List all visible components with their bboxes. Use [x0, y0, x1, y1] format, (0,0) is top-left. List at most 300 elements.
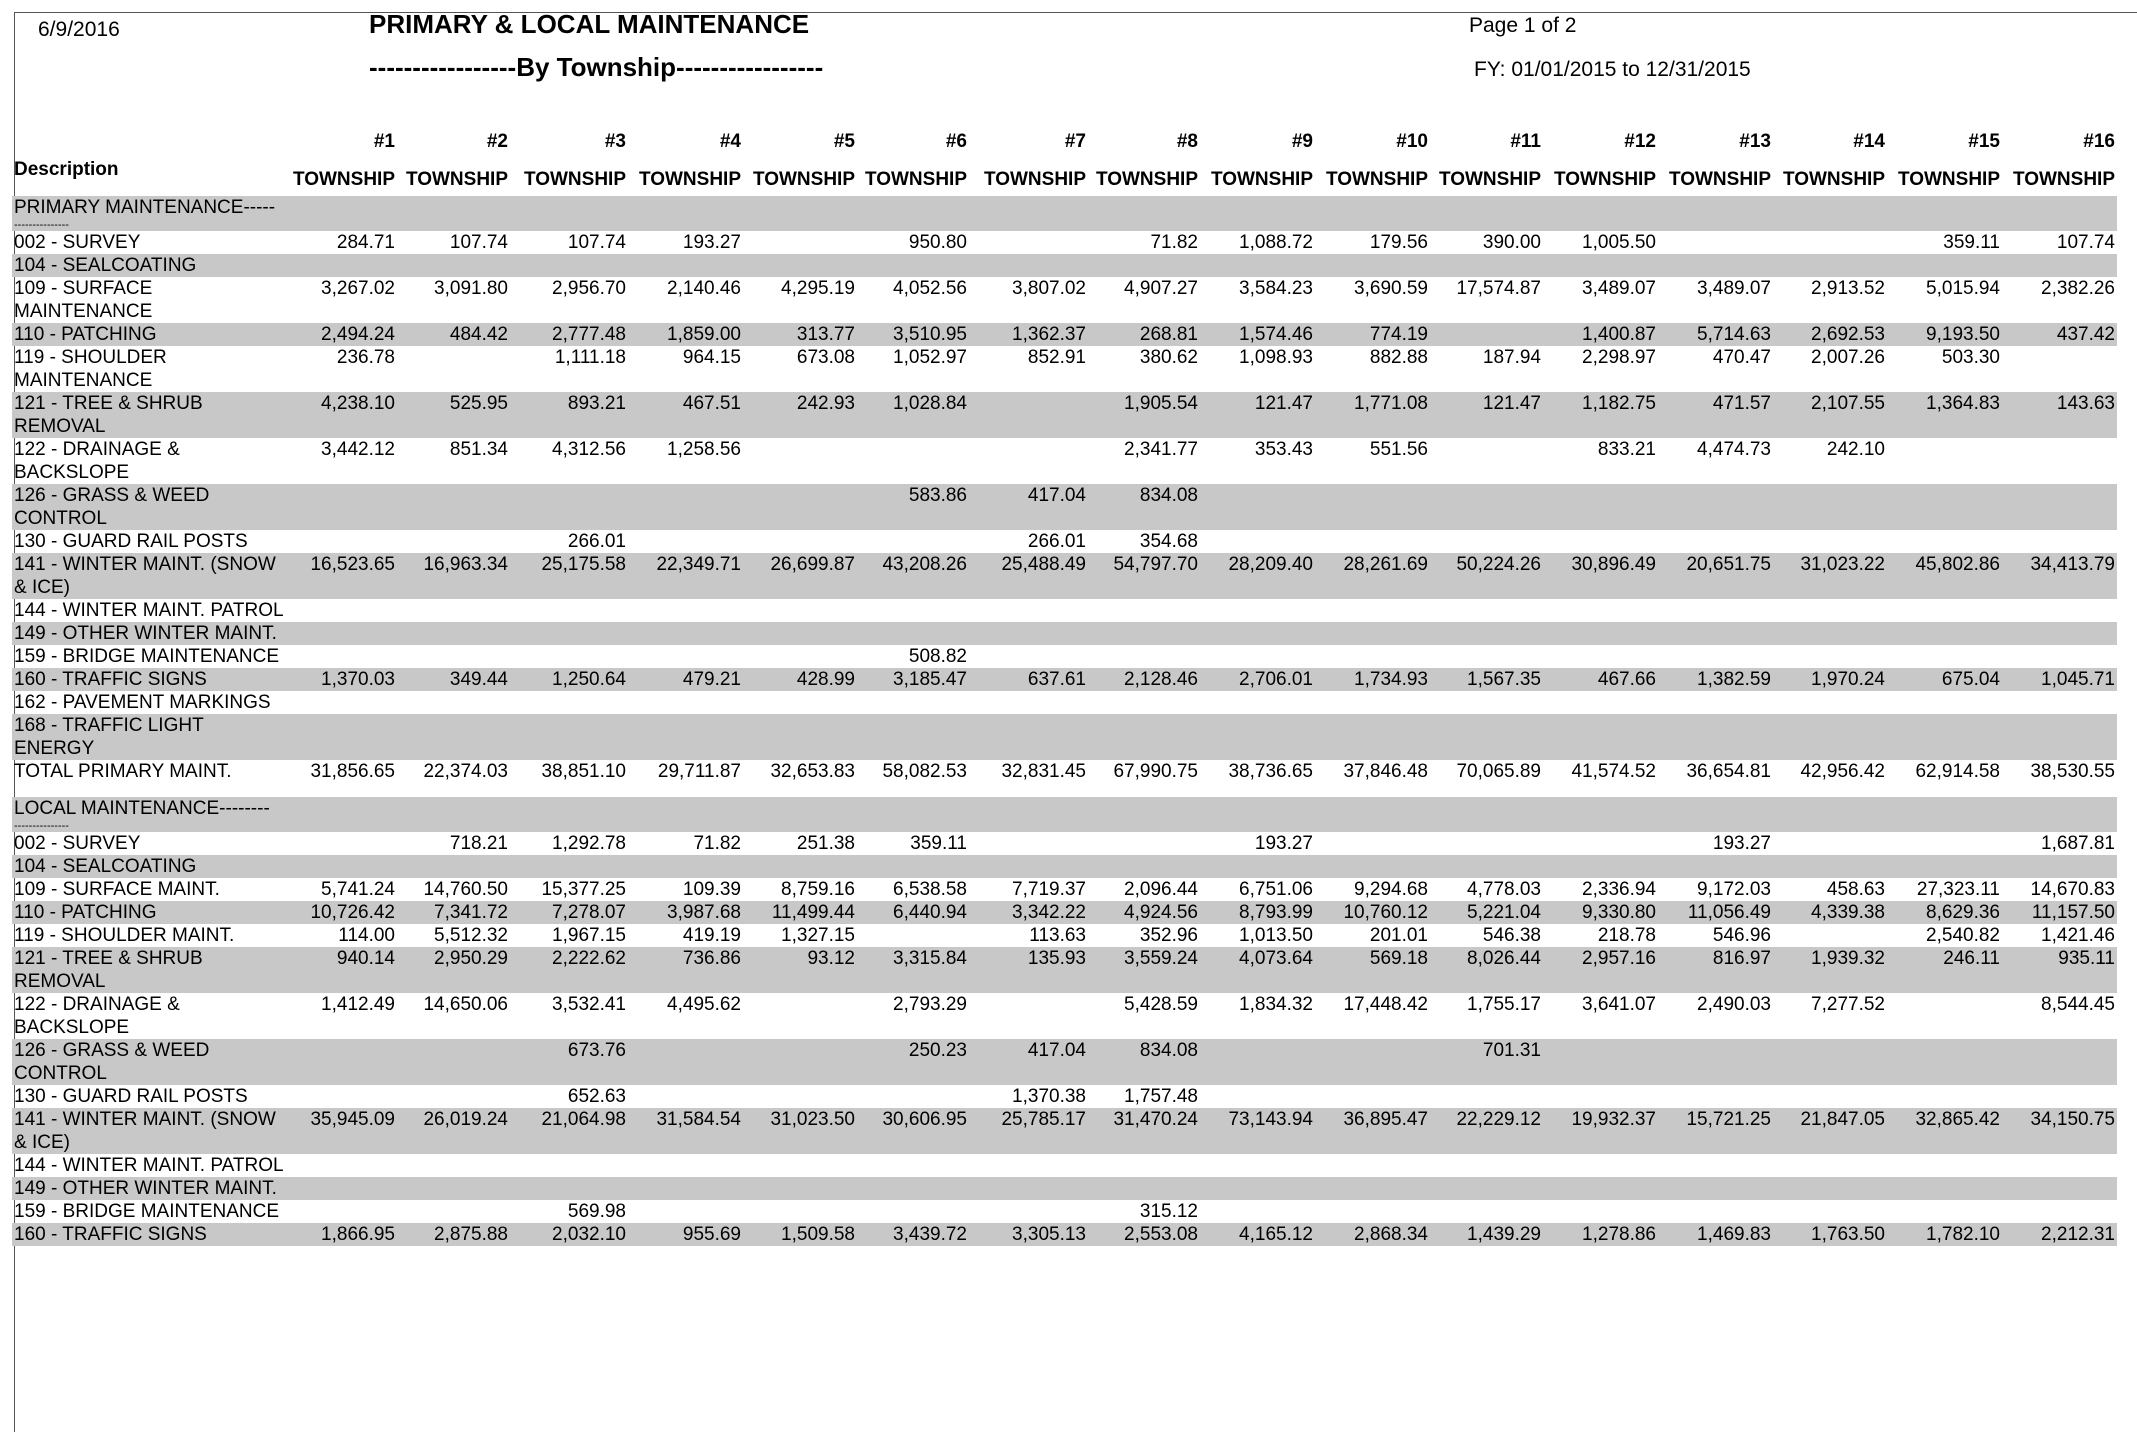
township-value: 250.23 — [857, 1039, 969, 1085]
township-value: 32,831.45 — [1001, 761, 1086, 782]
township-value: 179.56 — [1369, 232, 1428, 253]
township-value: 2,692.53 — [1773, 323, 1887, 346]
township-value: 1,005.50 — [1582, 232, 1656, 253]
township-value — [1543, 1085, 1658, 1108]
township-value — [969, 832, 1088, 855]
township-value: 43,208.26 — [857, 553, 969, 599]
township-value: 1,111.18 — [554, 347, 626, 368]
township-value: 11,056.49 — [1658, 901, 1773, 924]
township-value — [2002, 346, 2117, 392]
township-value: 1,400.87 — [1543, 323, 1658, 346]
table-row — [12, 438, 2117, 484]
township-value: 29,711.87 — [657, 761, 741, 782]
township-value — [743, 599, 857, 622]
township-value: 583.86 — [857, 484, 969, 530]
column-number: #11 — [1510, 131, 1541, 152]
township-value — [969, 1154, 1088, 1177]
township-value — [857, 855, 969, 878]
township-value: 675.04 — [1887, 668, 2002, 691]
township-value: 38,851.10 — [541, 761, 626, 782]
column-number: #12 — [1624, 131, 1656, 152]
township-value: 266.01 — [567, 531, 626, 552]
row-description: 121 - TREE & SHRUB REMOVAL — [12, 947, 287, 993]
township-value: 2,107.55 — [1773, 392, 1887, 438]
township-value — [1543, 530, 1658, 553]
township-value — [1200, 599, 1315, 622]
township-value: 3,489.07 — [1697, 278, 1771, 299]
township-value: 11,157.50 — [2002, 901, 2117, 924]
township-value — [1773, 1039, 1887, 1085]
table-row — [12, 484, 2117, 530]
township-value: 390.00 — [1482, 232, 1541, 253]
table-row — [12, 993, 2117, 1039]
township-value: 852.91 — [1027, 347, 1086, 368]
township-value — [1773, 832, 1887, 855]
township-value — [857, 530, 969, 553]
township-value: 359.11 — [910, 833, 967, 854]
township-value — [1887, 438, 2002, 484]
township-value: 26,019.24 — [397, 1108, 510, 1154]
township-value — [1315, 622, 1430, 645]
township-value: 2,494.24 — [287, 323, 397, 346]
township-value: 5,512.32 — [434, 925, 508, 946]
row-description: 104 - SEALCOATING — [12, 855, 287, 878]
township-header: TOWNSHIP — [638, 169, 741, 190]
township-value: 940.14 — [287, 947, 397, 993]
township-header: TOWNSHIP — [1438, 169, 1541, 190]
township-value: 736.86 — [628, 947, 743, 993]
township-value: 546.96 — [1712, 925, 1771, 946]
township-value: 20,651.75 — [1658, 553, 1773, 599]
township-value: 673.08 — [796, 347, 855, 368]
township-value — [628, 691, 743, 714]
township-value: 673.76 — [510, 1039, 628, 1085]
township-value: 1,362.37 — [969, 323, 1088, 346]
township-value: 525.95 — [397, 392, 510, 438]
township-value: 31,470.24 — [1088, 1108, 1200, 1154]
row-description: 119 - SHOULDER MAINTENANCE — [14, 347, 167, 391]
township-value — [1773, 484, 1887, 530]
township-value: 2,032.10 — [510, 1223, 628, 1246]
township-value — [1887, 691, 2002, 714]
township-header: TOWNSHIP — [864, 169, 967, 190]
township-value — [2002, 438, 2117, 484]
township-value: 1,574.46 — [1200, 323, 1315, 346]
township-value — [743, 530, 857, 553]
township-value — [2002, 530, 2117, 553]
township-value — [1773, 714, 1887, 760]
township-value: 1,439.29 — [1430, 1223, 1543, 1246]
township-value — [1773, 599, 1887, 622]
township-value — [397, 530, 510, 553]
township-value: 201.01 — [1369, 925, 1428, 946]
township-value — [1200, 855, 1315, 878]
township-value: 32,865.42 — [1887, 1108, 2002, 1154]
township-value — [1430, 530, 1543, 553]
township-value — [628, 530, 743, 553]
township-value: 14,760.50 — [423, 879, 508, 900]
row-description: 141 - WINTER MAINT. (SNOW & ICE) — [12, 1108, 287, 1154]
township-value — [1088, 599, 1200, 622]
township-value: 4,924.56 — [1088, 901, 1200, 924]
township-value — [1658, 254, 1773, 277]
township-value — [1315, 714, 1430, 760]
township-value — [1088, 855, 1200, 878]
township-value: 2,553.08 — [1088, 1223, 1200, 1246]
township-value: 352.96 — [1139, 925, 1198, 946]
township-value: 109.39 — [682, 879, 741, 900]
township-value: 637.61 — [969, 668, 1088, 691]
township-value — [969, 438, 1088, 484]
township-value — [628, 714, 743, 760]
township-value: 7,719.37 — [1012, 879, 1086, 900]
township-value: 882.88 — [1369, 347, 1428, 368]
township-value — [1200, 1154, 1315, 1177]
township-value — [1315, 484, 1430, 530]
township-value: 1,509.58 — [743, 1223, 857, 1246]
township-value: 569.98 — [567, 1201, 626, 1222]
township-value — [2002, 645, 2117, 668]
township-value: 25,175.58 — [510, 553, 628, 599]
column-number: #3 — [604, 131, 626, 152]
table-row — [12, 691, 2117, 714]
township-value — [510, 855, 628, 878]
township-value — [1658, 1154, 1773, 1177]
township-value: 73,143.94 — [1200, 1108, 1315, 1154]
township-value: 107.74 — [2056, 232, 2115, 253]
township-value: 2,341.77 — [1124, 439, 1198, 460]
township-header: TOWNSHIP — [1095, 169, 1198, 190]
township-value: 8,544.45 — [2041, 994, 2115, 1015]
township-value — [628, 1200, 743, 1223]
table-row — [12, 254, 2117, 277]
township-value: 1,734.93 — [1315, 668, 1430, 691]
township-value — [397, 1177, 510, 1200]
township-value — [1088, 622, 1200, 645]
township-header: TOWNSHIP — [1553, 169, 1656, 190]
township-value: 964.15 — [682, 347, 741, 368]
township-value: 6,538.58 — [893, 879, 967, 900]
table-row — [12, 832, 2117, 855]
township-value: 26,699.87 — [743, 553, 857, 599]
township-value: 1,687.81 — [2041, 833, 2115, 854]
township-value: 16,523.65 — [287, 553, 397, 599]
township-value: 107.74 — [567, 232, 626, 253]
township-value: 315.12 — [1139, 1201, 1198, 1222]
table-row — [12, 1108, 2117, 1154]
township-value — [743, 438, 857, 484]
township-value: 25,785.17 — [969, 1108, 1088, 1154]
column-number: #6 — [945, 131, 967, 152]
township-value — [1773, 254, 1887, 277]
township-value — [287, 484, 397, 530]
township-value: 2,336.94 — [1582, 879, 1656, 900]
township-value: 9,330.80 — [1543, 901, 1658, 924]
township-value: 834.08 — [1088, 484, 1200, 530]
township-value: 701.31 — [1430, 1039, 1543, 1085]
township-value: 2,096.44 — [1124, 879, 1198, 900]
township-value: 4,165.12 — [1200, 1223, 1315, 1246]
township-value: 3,489.07 — [1582, 278, 1656, 299]
township-value: 15,377.25 — [541, 879, 626, 900]
township-value: 652.63 — [567, 1086, 626, 1107]
township-value — [1315, 1154, 1430, 1177]
township-value — [510, 599, 628, 622]
township-value — [397, 691, 510, 714]
township-value — [1887, 855, 2002, 878]
township-value: 21,847.05 — [1773, 1108, 1887, 1154]
township-value: 2,382.26 — [2041, 278, 2115, 299]
township-header: TOWNSHIP — [405, 169, 508, 190]
row-description: 110 - PATCHING — [12, 901, 287, 924]
township-value: 19,932.37 — [1543, 1108, 1658, 1154]
table-row — [12, 231, 2117, 254]
township-value: 71.82 — [1150, 232, 1198, 253]
township-value: 187.94 — [1482, 347, 1541, 368]
township-value: 1,412.49 — [321, 994, 395, 1015]
township-value: 71.82 — [693, 833, 741, 854]
township-value: 1,258.56 — [667, 439, 741, 460]
table-row — [12, 346, 2117, 392]
township-value — [628, 254, 743, 277]
column-number: #10 — [1396, 131, 1428, 152]
township-value: 242.93 — [743, 392, 857, 438]
column-number: #14 — [1853, 131, 1885, 152]
township-value — [969, 392, 1088, 438]
row-description: 110 - PATCHING — [12, 323, 287, 346]
column-number: #13 — [1739, 131, 1771, 152]
township-value: 193.27 — [1254, 833, 1313, 854]
township-value: 2,128.46 — [1088, 668, 1200, 691]
township-value — [1315, 691, 1430, 714]
township-value: 2,007.26 — [1811, 347, 1885, 368]
township-value: 2,950.29 — [397, 947, 510, 993]
column-number: #16 — [2083, 131, 2115, 152]
township-value: 3,584.23 — [1239, 278, 1313, 299]
township-value: 4,339.38 — [1773, 901, 1887, 924]
township-value: 546.38 — [1482, 925, 1541, 946]
township-header: TOWNSHIP — [1325, 169, 1428, 190]
township-value: 121.47 — [1200, 392, 1315, 438]
township-value: 833.21 — [1597, 439, 1656, 460]
township-value — [628, 599, 743, 622]
table-row — [12, 668, 2117, 691]
township-value: 470.47 — [1712, 347, 1771, 368]
township-value: 10,726.42 — [287, 901, 397, 924]
township-value — [2002, 484, 2117, 530]
township-value — [969, 714, 1088, 760]
township-value — [1543, 855, 1658, 878]
township-value — [969, 645, 1088, 668]
township-value — [1315, 599, 1430, 622]
township-value: 9,172.03 — [1697, 879, 1771, 900]
township-value: 7,278.07 — [510, 901, 628, 924]
township-value: 5,428.59 — [1124, 994, 1198, 1015]
township-value — [2002, 855, 2117, 878]
township-value: 2,298.97 — [1582, 347, 1656, 368]
township-value: 22,349.71 — [628, 553, 743, 599]
township-value — [857, 714, 969, 760]
township-value — [857, 691, 969, 714]
township-value: 417.04 — [969, 1039, 1088, 1085]
township-value: 42,956.42 — [1800, 761, 1885, 782]
table-row — [12, 1177, 2117, 1200]
township-value: 1,250.64 — [510, 668, 628, 691]
township-value: 3,439.72 — [857, 1223, 969, 1246]
township-value: 31,584.54 — [628, 1108, 743, 1154]
township-value — [628, 645, 743, 668]
township-value: 4,907.27 — [1124, 278, 1198, 299]
township-value: 15,721.25 — [1658, 1108, 1773, 1154]
township-value — [1430, 254, 1543, 277]
row-description: 122 - DRAINAGE & BACKSLOPE — [14, 994, 180, 1038]
township-value — [1430, 1085, 1543, 1108]
section-title-continuation: --------------- — [14, 820, 69, 832]
township-header: TOWNSHIP — [1668, 169, 1771, 190]
township-value — [1887, 1200, 2002, 1223]
township-value: 8,026.44 — [1430, 947, 1543, 993]
township-value: 3,641.07 — [1582, 994, 1656, 1015]
township-value — [1430, 645, 1543, 668]
township-value — [1088, 1154, 1200, 1177]
township-value: 935.11 — [2002, 947, 2117, 993]
township-value — [743, 1085, 857, 1108]
township-value — [1658, 1085, 1773, 1108]
township-value — [1543, 1177, 1658, 1200]
township-value: 4,474.73 — [1697, 439, 1771, 460]
township-value — [1658, 691, 1773, 714]
township-value — [1773, 691, 1887, 714]
township-value — [857, 1085, 969, 1108]
row-description: 160 - TRAFFIC SIGNS — [12, 668, 287, 691]
township-value — [287, 1154, 397, 1177]
township-value — [1773, 622, 1887, 645]
township-value — [628, 484, 743, 530]
township-value: 3,305.13 — [969, 1223, 1088, 1246]
township-header: TOWNSHIP — [1210, 169, 1313, 190]
township-value: 193.27 — [682, 232, 741, 253]
township-value: 2,913.52 — [1811, 278, 1885, 299]
township-value — [1315, 645, 1430, 668]
township-value — [628, 1154, 743, 1177]
township-value — [397, 254, 510, 277]
table-row — [12, 323, 2117, 346]
table-row — [12, 1154, 2117, 1177]
township-value — [397, 1085, 510, 1108]
township-value — [1773, 1154, 1887, 1177]
township-value — [287, 832, 397, 855]
township-value: 9,294.68 — [1354, 879, 1428, 900]
column-number: #4 — [719, 131, 741, 152]
township-value — [1200, 1200, 1315, 1223]
township-value: 2,140.46 — [667, 278, 741, 299]
township-value — [287, 254, 397, 277]
township-value — [1088, 714, 1200, 760]
township-value: 50,224.26 — [1430, 553, 1543, 599]
row-description: 141 - WINTER MAINT. (SNOW & ICE) — [12, 553, 287, 599]
township-value — [2002, 599, 2117, 622]
township-value — [1430, 1200, 1543, 1223]
table-row — [12, 1200, 2117, 1223]
township-value: 28,261.69 — [1315, 553, 1430, 599]
township-value: 3,987.68 — [628, 901, 743, 924]
column-label-row — [12, 156, 2117, 196]
township-value: 4,052.56 — [893, 278, 967, 299]
township-value: 2,957.16 — [1543, 947, 1658, 993]
township-value: 28,209.40 — [1200, 553, 1315, 599]
township-value: 1,859.00 — [628, 323, 743, 346]
township-value — [1658, 231, 1773, 254]
township-value: 31,023.50 — [743, 1108, 857, 1154]
township-value: 266.01 — [1027, 531, 1086, 552]
township-value: 251.38 — [796, 833, 855, 854]
township-value: 955.69 — [628, 1223, 743, 1246]
township-value: 2,490.03 — [1697, 994, 1771, 1015]
township-value — [969, 231, 1088, 254]
township-value: 70,065.89 — [1456, 761, 1541, 782]
table-row — [12, 599, 2117, 622]
township-value — [1315, 254, 1430, 277]
township-value — [628, 1039, 743, 1085]
township-value: 1,028.84 — [857, 392, 969, 438]
township-value — [510, 645, 628, 668]
table-row — [12, 760, 2117, 783]
table-row — [12, 1039, 2117, 1085]
township-value — [1543, 1039, 1658, 1085]
township-value: 467.51 — [628, 392, 743, 438]
township-value — [743, 1154, 857, 1177]
township-value: 1,370.38 — [1012, 1086, 1086, 1107]
township-value — [1543, 832, 1658, 855]
row-description: 144 - WINTER MAINT. PATROL — [14, 1155, 284, 1176]
township-value: 1,757.48 — [1124, 1086, 1198, 1107]
township-value: 1,967.15 — [552, 925, 626, 946]
township-value: 36,895.47 — [1315, 1108, 1430, 1154]
township-value — [743, 622, 857, 645]
township-value: 31,856.65 — [310, 761, 395, 782]
township-value: 6,440.94 — [857, 901, 969, 924]
township-value: 2,540.82 — [1926, 925, 2000, 946]
township-value — [397, 1154, 510, 1177]
table-row — [12, 1085, 2117, 1108]
township-value: 5,741.24 — [321, 879, 395, 900]
township-value: 3,690.59 — [1354, 278, 1428, 299]
section-spacer — [12, 783, 2117, 797]
township-value: 5,015.94 — [1926, 278, 2000, 299]
township-value: 5,221.04 — [1430, 901, 1543, 924]
township-value: 471.57 — [1658, 392, 1773, 438]
township-value — [743, 1177, 857, 1200]
table-row — [12, 878, 2117, 901]
township-value: 458.63 — [1826, 879, 1885, 900]
township-header: TOWNSHIP — [752, 169, 855, 190]
township-value — [1430, 691, 1543, 714]
township-value: 2,875.88 — [397, 1223, 510, 1246]
township-value: 218.78 — [1597, 925, 1656, 946]
township-value — [1200, 691, 1315, 714]
township-value: 508.82 — [908, 646, 967, 667]
township-value: 313.77 — [743, 323, 857, 346]
top-rule — [14, 12, 2137, 13]
township-value: 3,342.22 — [969, 901, 1088, 924]
township-value — [1887, 714, 2002, 760]
township-value: 3,807.02 — [1012, 278, 1086, 299]
township-value — [1315, 1200, 1430, 1223]
township-value: 1,905.54 — [1088, 392, 1200, 438]
row-description: 159 - BRIDGE MAINTENANCE — [14, 1201, 279, 1222]
township-value: 4,238.10 — [287, 392, 397, 438]
township-value: 950.80 — [908, 232, 967, 253]
